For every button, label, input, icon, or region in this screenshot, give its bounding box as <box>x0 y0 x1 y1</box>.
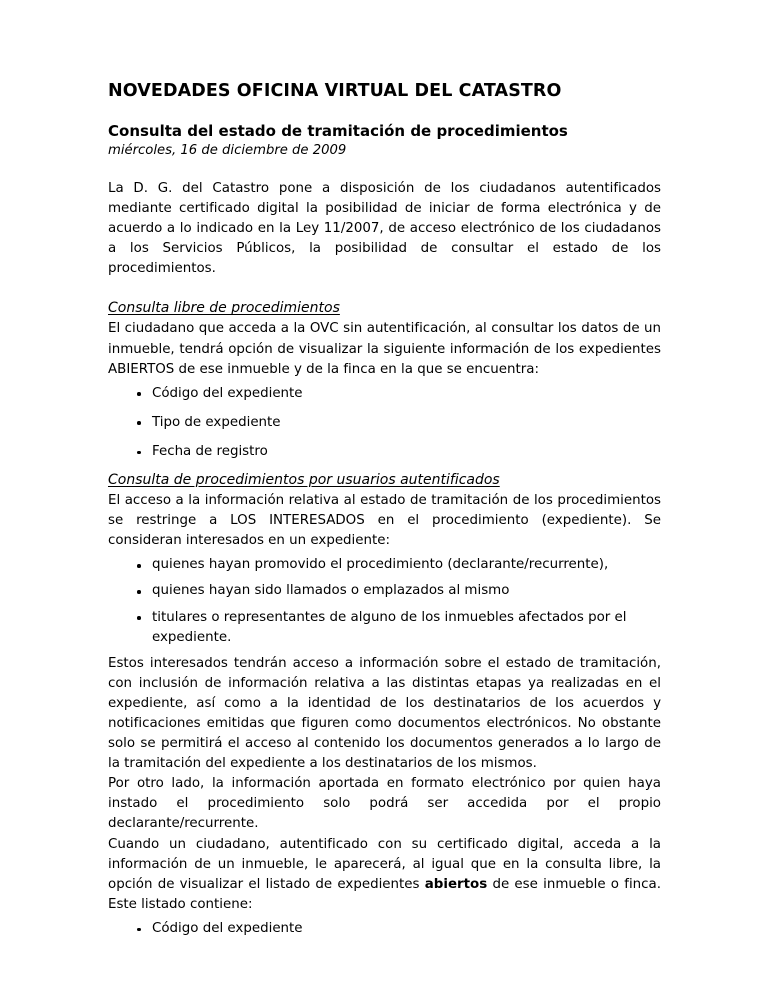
list-item: titulares o representantes de alguno de los inmuebles afectados por el expediente. <box>108 608 661 648</box>
list-item: quienes hayan sido llamados o emplazados al mismo <box>108 581 661 601</box>
final-paragraph <box>108 835 661 915</box>
document-content <box>108 80 661 939</box>
bullet-list-interesados <box>108 555 661 647</box>
page-title: NOVEDADES OFICINA VIRTUAL DEL CATASTRO <box>108 81 562 101</box>
list-item: Tipo de expediente <box>108 413 661 433</box>
list-item: quienes hayan promovido el procedimiento (declarante/recurrente), <box>108 555 661 575</box>
final-paragraph-before-bold: Cuando un ciudadano, autentificado con su certificado digital, acceda a la información de un inmueble, le aparecerá, al igual que en la consulta libre, la opción de visualizar el listado de expedientes <box>108 836 661 892</box>
closing-paragraph-1: Estos interesados tendrán acceso a información sobre el estado de tramitación, con inclusión de información relativa a las distintas etapas ya realizadas en el expediente, así como a la identidad de los destinatarios de los acuerdos y notificaciones emitidas que figuren como documentos electrónicos. No obstante solo se permitirá el acceso al contenido los documentos generados a lo largo de la tramitación del expediente a los destinatarios de los mismos. <box>108 655 661 772</box>
bullet-list-consulta-libre <box>108 384 661 462</box>
section-heading-text: Consulta libre de procedimientos <box>108 300 340 317</box>
section-heading-text: Consulta de procedimientos por usuarios autentificados <box>108 472 500 489</box>
section-paragraph-usuarios-autentificados: El acceso a la información relativa al estado de tramitación de los procedimientos se restringe a LOS INTERESADOS en el procedimiento (expediente). Se consideran interesados en un expediente: <box>108 493 661 549</box>
list-item: Fecha de registro <box>108 442 661 462</box>
section-heading-usuarios-autentificados <box>108 470 661 490</box>
section-paragraph-consulta-libre: El ciudadano que acceda a la OVC sin autentificación, al consultar los datos de un inmueble, tendrá opción de visualizar la siguiente información de los expedientes ABIERTOS de ese inmueble y de la finca en la que se encuentra: <box>108 321 661 377</box>
section-heading-consulta-libre <box>108 298 661 318</box>
bullet-list-listado-contiene <box>108 919 661 939</box>
final-paragraph-after-bold: de ese inmueble o finca. Este listado contiene: <box>108 876 661 912</box>
final-paragraph-bold-word: abiertos <box>424 876 488 892</box>
list-item: Código del expediente <box>108 384 661 404</box>
closing-paragraph-2: Por otro lado, la información aportada en formato electrónico por quien haya instado el procedimiento solo podrá ser accedida por el propio declarante/recurrente. <box>108 776 661 832</box>
intro-paragraph: La D. G. del Catastro pone a disposición de los ciudadanos autentificados mediante certificado digital la posibilidad de iniciar de forma electrónica y de acuerdo a lo indicado en la Ley 11/2007, de acceso electrónico de los ciudadanos a los Servicios Públicos, la posibilidad de consultar el estado de los procedimientos. <box>108 181 661 277</box>
list-item: Código del expediente <box>108 919 661 939</box>
publication-date: miércoles, 16 de diciembre de 2009 <box>108 143 347 158</box>
document-subtitle: Consulta del estado de tramitación de procedimientos <box>108 122 568 140</box>
